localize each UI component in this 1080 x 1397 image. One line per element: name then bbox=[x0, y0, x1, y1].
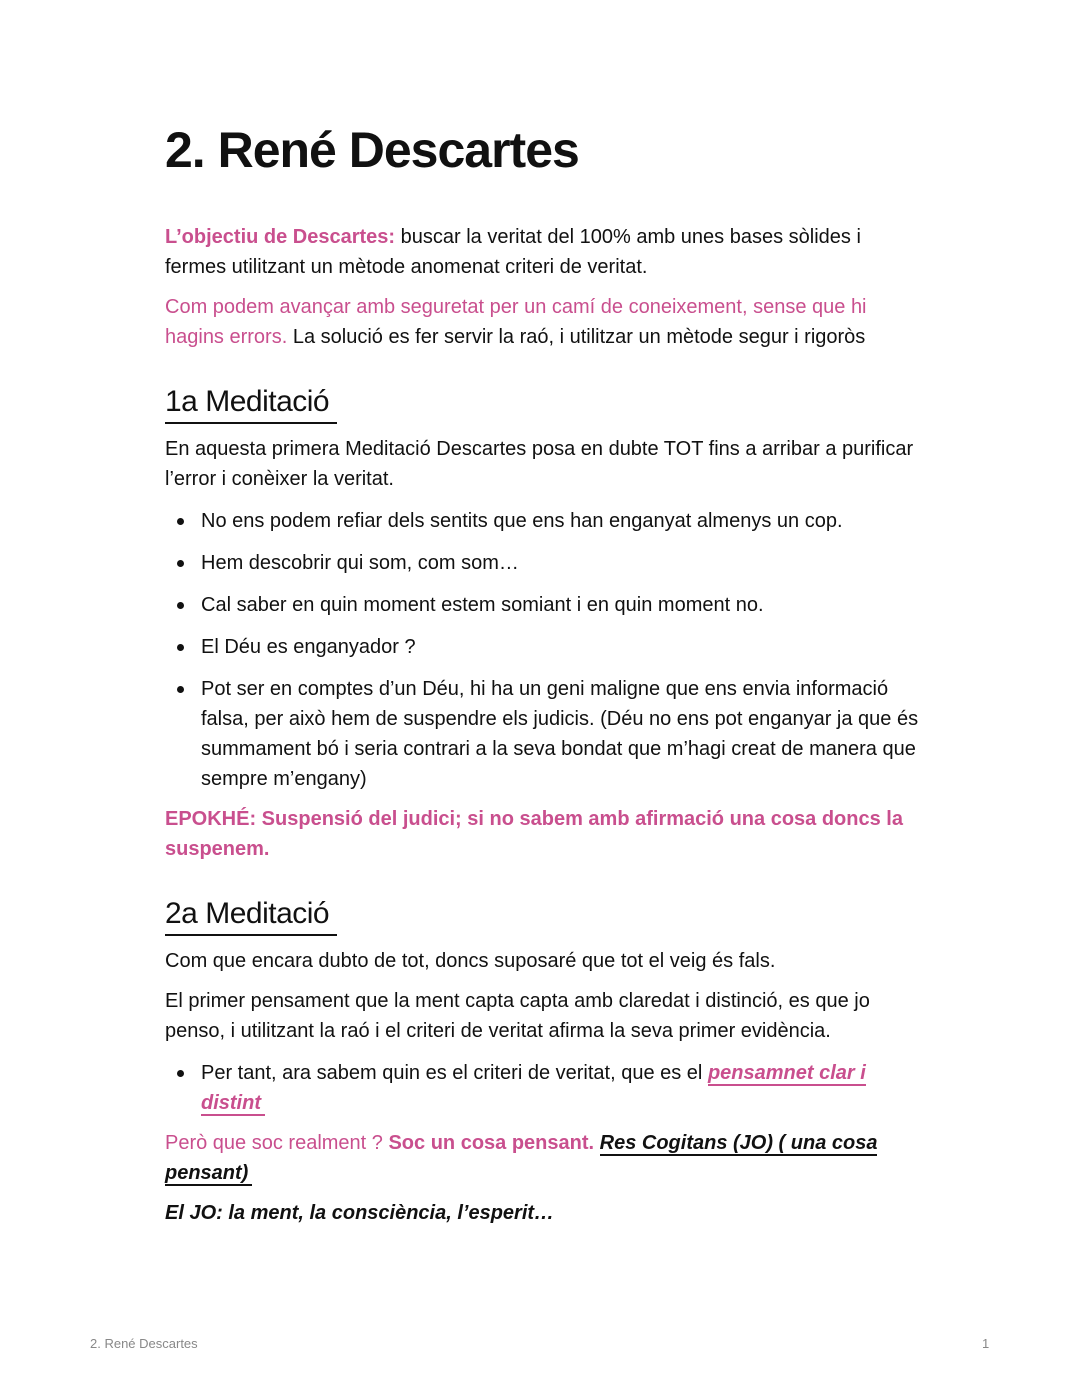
thinking-answer: Soc un cosa pensant. bbox=[388, 1132, 595, 1154]
section-meditation-1 bbox=[165, 382, 925, 424]
method-answer: La solució es fer servir la raó, i utilitzar un mètode segur i rigoròs bbox=[287, 326, 866, 348]
thinking-question: Però que soc realment ? bbox=[165, 1132, 389, 1154]
list-item: El Déu es enganyador ? bbox=[201, 632, 925, 662]
page-title: 2. René Descartes bbox=[165, 122, 579, 178]
res-cogitans: Res Cogitans (JO) ( una cosa pensant) bbox=[165, 1132, 878, 1184]
objective-paragraph bbox=[165, 222, 925, 282]
footer-page-number: 1 bbox=[982, 1336, 990, 1351]
jo-label: El JO bbox=[165, 1202, 217, 1224]
criterion-text: Per tant, ara sabem quin es el criteri de veritat, que es el bbox=[201, 1062, 708, 1084]
objective-text: buscar la veritat del 100% amb unes bases sòlides i fermes utilitzant un mètode anomenat criteri de veritat. bbox=[165, 226, 861, 278]
meditation-1-heading: 1a Meditació bbox=[165, 382, 337, 424]
jo-text: : la ment, la consciència, l’esperit… bbox=[216, 1202, 555, 1224]
objective-label: L’objectiu de Descartes: bbox=[165, 226, 396, 248]
list-item bbox=[201, 1058, 925, 1118]
meditation-2-heading: 2a Meditació bbox=[165, 894, 337, 936]
footer-title: 2. René Descartes bbox=[90, 1336, 198, 1351]
thinking-thing-paragraph bbox=[165, 1128, 925, 1188]
meditation-1-list bbox=[165, 506, 925, 794]
meditation-1-paragraph: En aquesta primera Meditació Descartes posa en dubte TOT fins a arribar a purificar l’error i conèixer la veritat. bbox=[165, 438, 914, 490]
section-meditation-2 bbox=[165, 894, 925, 936]
meditation-2-paragraph-2: El primer pensament que la ment capta capta amb claredat i distinció, es que jo penso, i utilitzant la raó i el criteri de veritat afirma la seva primer evidència. bbox=[165, 990, 870, 1042]
meditation-2-paragraph-1: Com que encara dubto de tot, doncs suposaré que tot el veig és fals. bbox=[165, 950, 776, 972]
list-item: Pot ser en comptes d’un Déu, hi ha un geni maligne que ens envia informació falsa, per això hem de suspendre els judicis. (Déu no ens pot enganyar ja que és summament bó i seria contrari a la seva bondat que m’hagi creat de manera que sempre m’engany) bbox=[201, 674, 925, 794]
criterion-highlight: pensamnet clar i distint bbox=[201, 1062, 866, 1114]
method-paragraph bbox=[165, 292, 925, 352]
jo-definition bbox=[165, 1198, 925, 1228]
list-item: No ens podem refiar dels sentits que ens han enganyat almenys un cop. bbox=[201, 506, 925, 536]
list-item: Hem descobrir qui som, com som… bbox=[201, 548, 925, 578]
epokhe-definition: EPOKHÉ: Suspensió del judici; si no sabem amb afirmació una cosa doncs la suspenem. bbox=[165, 808, 903, 860]
list-item: Cal saber en quin moment estem somiant i en quin moment no. bbox=[201, 590, 925, 620]
meditation-2-list bbox=[165, 1058, 925, 1118]
page-content bbox=[165, 118, 925, 1228]
method-question: Com podem avançar amb seguretat per un camí de coneixement, sense que hi hagins errors. bbox=[165, 296, 867, 348]
